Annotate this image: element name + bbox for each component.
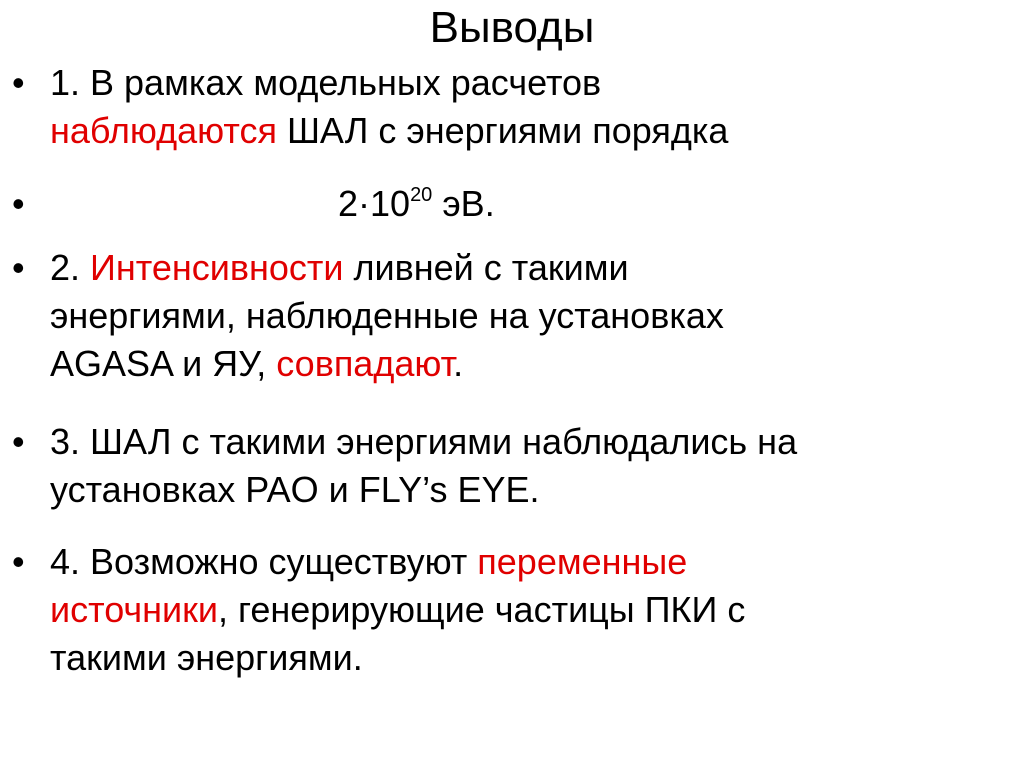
highlight-variable: переменные — [477, 541, 688, 582]
item-5-prefix: 4. Возможно существуют — [50, 541, 478, 582]
energy-base: 2·10 — [338, 183, 411, 224]
item-5-line-2-end: , генерирующие частицы ПКИ с — [218, 589, 746, 630]
item-4-line-2: установках PAO и FLY’s EYE. — [50, 469, 540, 510]
item-5-line-3: такими энергиями. — [50, 637, 363, 678]
bullet-text-3 — [50, 244, 1010, 388]
item-3-prefix: 2. — [50, 247, 91, 288]
energy-exponent: 20 — [410, 184, 433, 206]
slide-title: Выводы — [429, 3, 595, 52]
highlight-sources: источники — [50, 589, 219, 630]
bullet-icon: • — [12, 541, 25, 582]
bullet-icon: • — [12, 183, 25, 224]
bullet-text-1 — [50, 59, 1010, 155]
highlight-observed: наблюдаются — [50, 110, 277, 151]
bullet-icon: • — [12, 247, 25, 288]
bullet-icon: • — [12, 62, 25, 103]
item-1-line-2: ШАЛ с энергиями порядка — [276, 110, 729, 151]
item-1-line-1: 1. В рамках модельных расчетов — [50, 62, 602, 103]
item-3-line-1-end: ливней с такими — [343, 247, 629, 288]
item-3-line-2: энергиями, наблюденные на установках — [50, 295, 724, 336]
energy-value — [50, 180, 1010, 228]
bullet-text-5 — [50, 538, 1010, 682]
highlight-intensities: Интенсивности — [90, 247, 344, 288]
item-3-line-3-end: . — [453, 343, 464, 384]
energy-unit: эВ. — [432, 183, 495, 224]
bullet-text-4 — [50, 418, 1010, 514]
item-4-line-1: 3. ШАЛ с такими энергиями наблюдались на — [50, 421, 798, 462]
bullet-icon: • — [12, 421, 25, 462]
highlight-coincide: совпадают — [276, 343, 454, 384]
item-3-line-3-start: AGASA и ЯУ, — [50, 343, 277, 384]
